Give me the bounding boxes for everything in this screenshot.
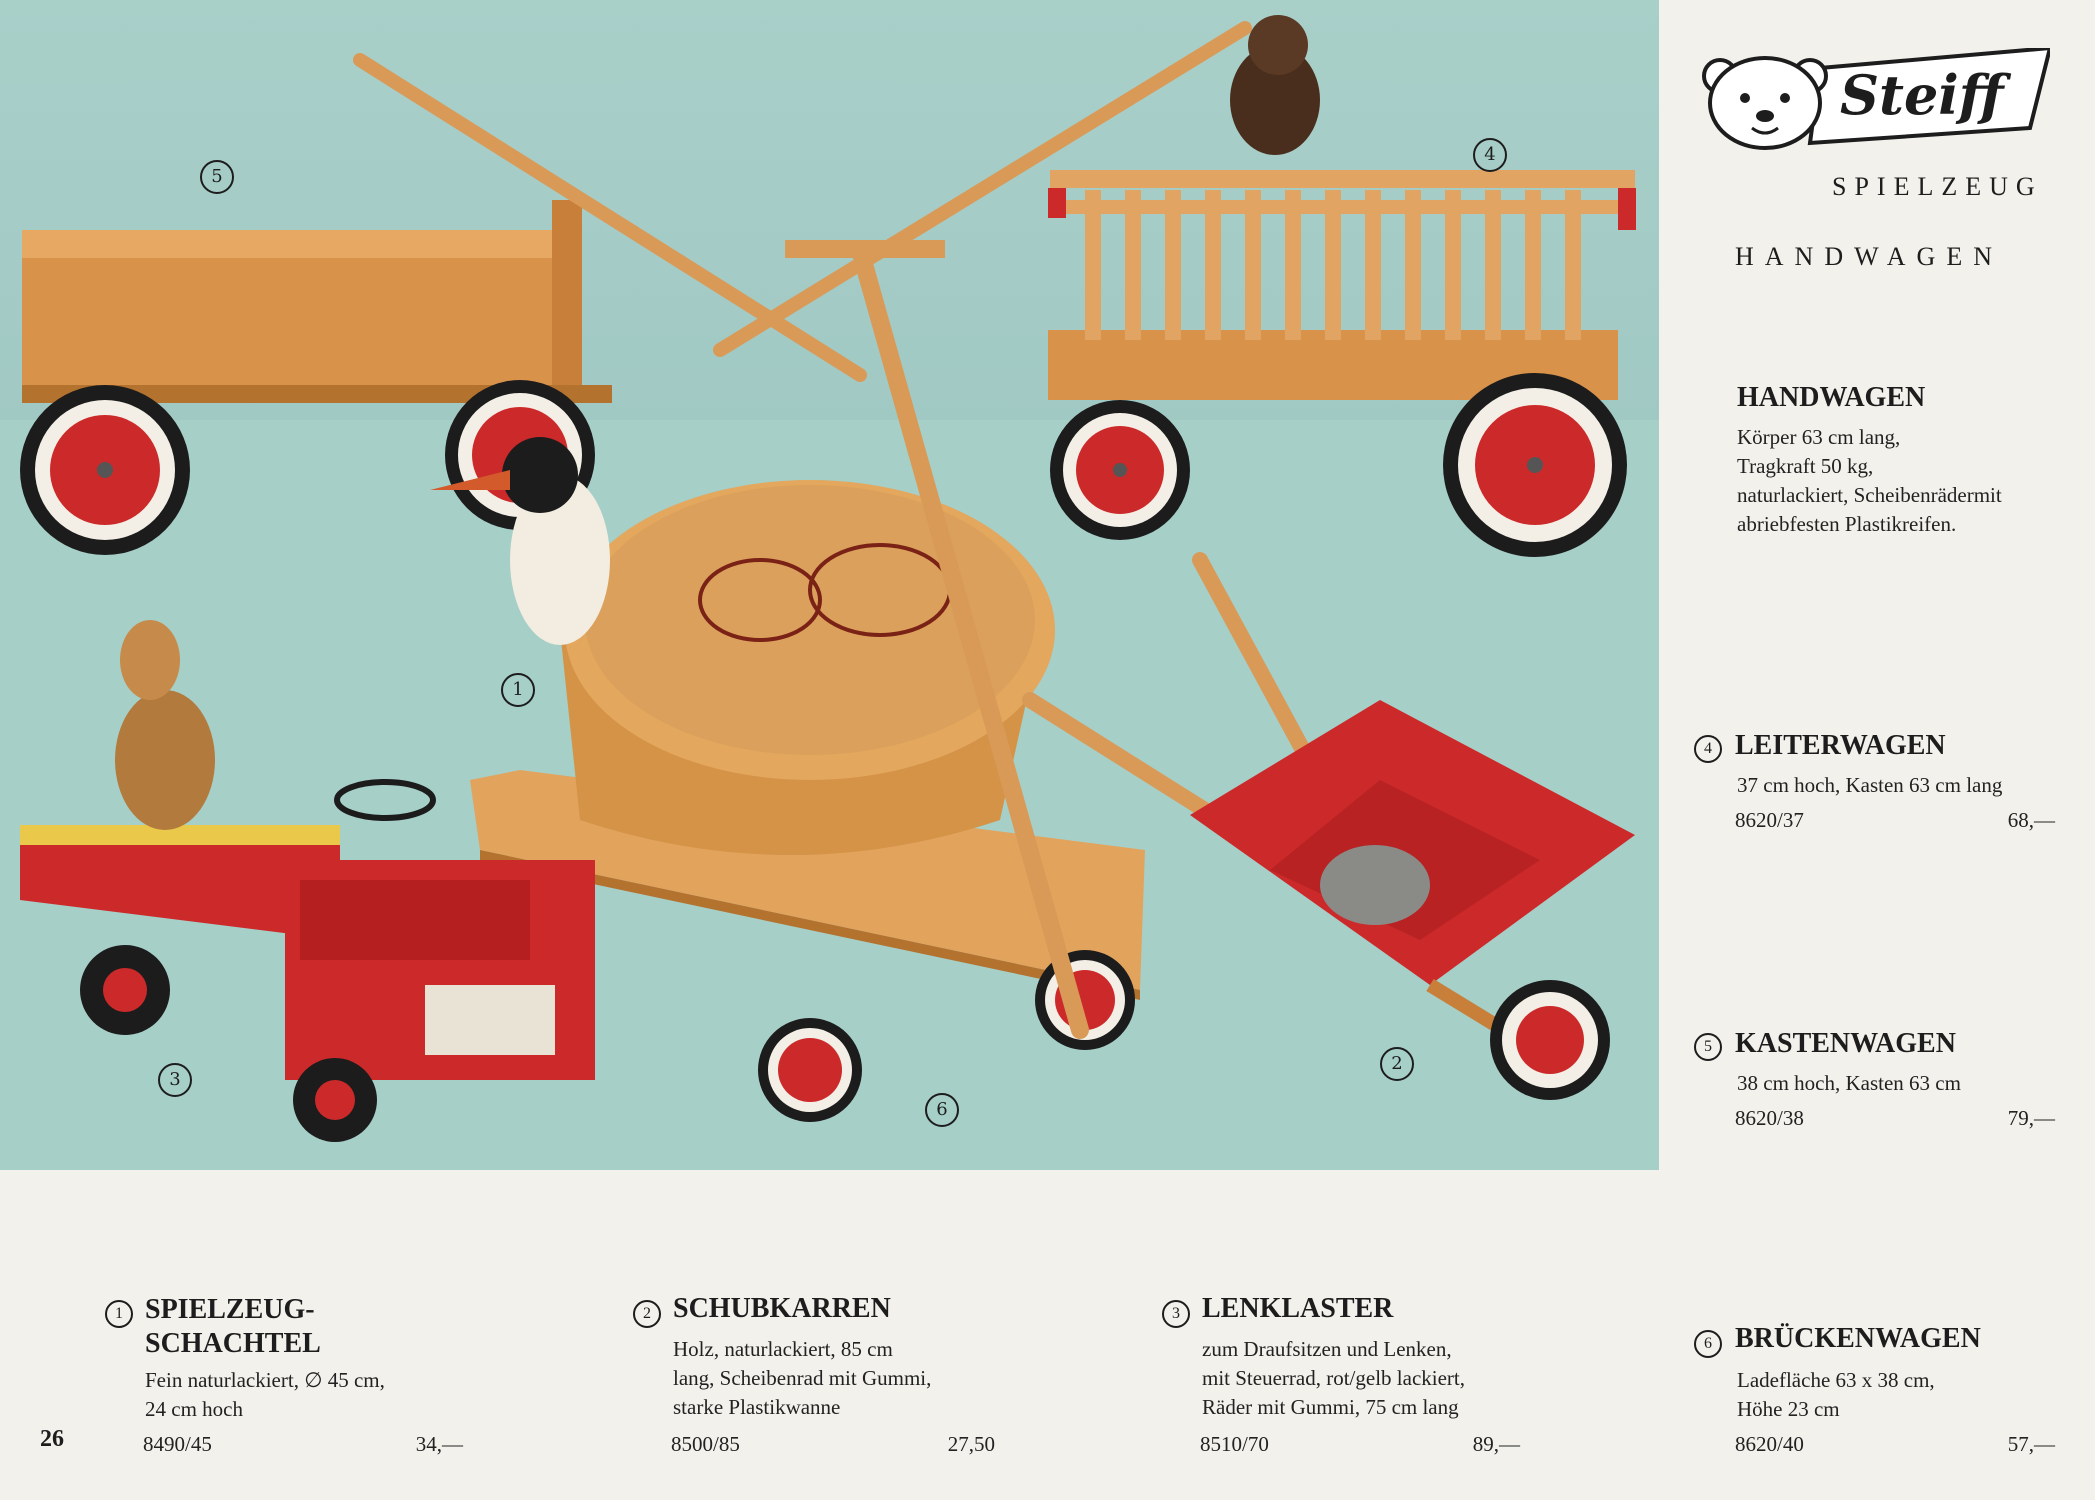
leiterwagen-description: 37 cm hoch, Kasten 63 cm lang <box>1737 773 2003 797</box>
description-line: mit Steuerrad, rot/gelb lackiert, <box>1202 1366 1465 1390</box>
spielzeugschachtel-title <box>145 1293 321 1361</box>
leiterwagen-title: LEITERWAGEN <box>1735 730 1946 761</box>
title-line: SPIELZEUG- <box>145 1294 315 1325</box>
description-line: starke Plastikwanne <box>673 1395 841 1419</box>
description-line: 24 cm hoch <box>145 1397 243 1421</box>
title-line: SCHACHTEL <box>145 1328 321 1359</box>
bear-head-icon <box>1700 48 2050 158</box>
photo-label-1: 1 <box>501 673 535 707</box>
leiterwagen-price: 68,— <box>2007 808 2055 832</box>
lenklaster-code: 8510/70 <box>1200 1432 1269 1456</box>
photo-label-3: 3 <box>158 1063 192 1097</box>
schubkarren-price: 27,50 <box>947 1432 995 1456</box>
description-line: Holz, naturlackiert, 85 cm <box>673 1337 893 1361</box>
photo-label-6: 6 <box>925 1093 959 1127</box>
brueckenwagen-number: 6 <box>1694 1330 1722 1358</box>
handwagen-line: Tragkraft 50 kg, <box>1737 454 1874 478</box>
brueckenwagen-description <box>1737 1366 1935 1424</box>
subtitle-spielzeug: SPIELZEUG <box>1832 172 2043 201</box>
spielzeugschachtel-price: 34,— <box>415 1432 463 1456</box>
schubkarren-number: 2 <box>633 1300 661 1328</box>
schubkarren-code: 8500/85 <box>671 1432 740 1456</box>
brueckenwagen-code: 8620/40 <box>1735 1432 1804 1456</box>
photo-label-2: 2 <box>1380 1047 1414 1081</box>
kastenwagen-number: 5 <box>1694 1033 1722 1061</box>
lenklaster-number: 3 <box>1162 1300 1190 1328</box>
handwagen-line: Körper 63 cm lang, <box>1737 425 1901 449</box>
photo-label-5: 5 <box>200 160 234 194</box>
description-line: Räder mit Gummi, 75 cm lang <box>1202 1395 1459 1419</box>
steiff-logo <box>1700 48 2050 158</box>
page-number: 26 <box>40 1426 64 1452</box>
logo-wordmark: Steiff <box>1840 63 2004 127</box>
brueckenwagen-title: BRÜCKENWAGEN <box>1735 1323 1981 1354</box>
kastenwagen-description: 38 cm hoch, Kasten 63 cm <box>1737 1071 1961 1095</box>
kastenwagen-price: 79,— <box>2007 1106 2055 1130</box>
brueckenwagen-price: 57,— <box>2007 1432 2055 1456</box>
description-line: Ladefläche 63 x 38 cm, <box>1737 1368 1935 1392</box>
spielzeugschachtel-description <box>145 1366 385 1424</box>
schubkarren-title: SCHUBKARREN <box>673 1293 891 1324</box>
category-handwagen: HANDWAGEN <box>1735 242 2003 271</box>
leiterwagen-code: 8620/37 <box>1735 808 1804 832</box>
lenklaster-description <box>1202 1335 1465 1422</box>
handwagen-title: HANDWAGEN <box>1737 382 1926 413</box>
description-line: Fein naturlackiert, ∅ 45 cm, <box>145 1368 385 1392</box>
description-line: lang, Scheibenrad mit Gummi, <box>673 1366 932 1390</box>
lenklaster-title: LENKLASTER <box>1202 1293 1394 1324</box>
schubkarren-description <box>673 1335 993 1422</box>
spielzeugschachtel-code: 8490/45 <box>143 1432 212 1456</box>
lenklaster-price: 89,— <box>1472 1432 1520 1456</box>
leiterwagen-number: 4 <box>1694 735 1722 763</box>
photo-label-4: 4 <box>1473 138 1507 172</box>
handwagen-line: naturlackiert, Scheibenrädermit <box>1737 483 2002 507</box>
description-line: zum Draufsitzen und Lenken, <box>1202 1337 1452 1361</box>
kastenwagen-title: KASTENWAGEN <box>1735 1028 1956 1059</box>
handwagen-line: abriebfesten Plastikreifen. <box>1737 512 1957 536</box>
handwagen-description <box>1737 423 2002 539</box>
spielzeugschachtel-number: 1 <box>105 1300 133 1328</box>
description-line: Höhe 23 cm <box>1737 1397 1840 1421</box>
kastenwagen-code: 8620/38 <box>1735 1106 1804 1130</box>
